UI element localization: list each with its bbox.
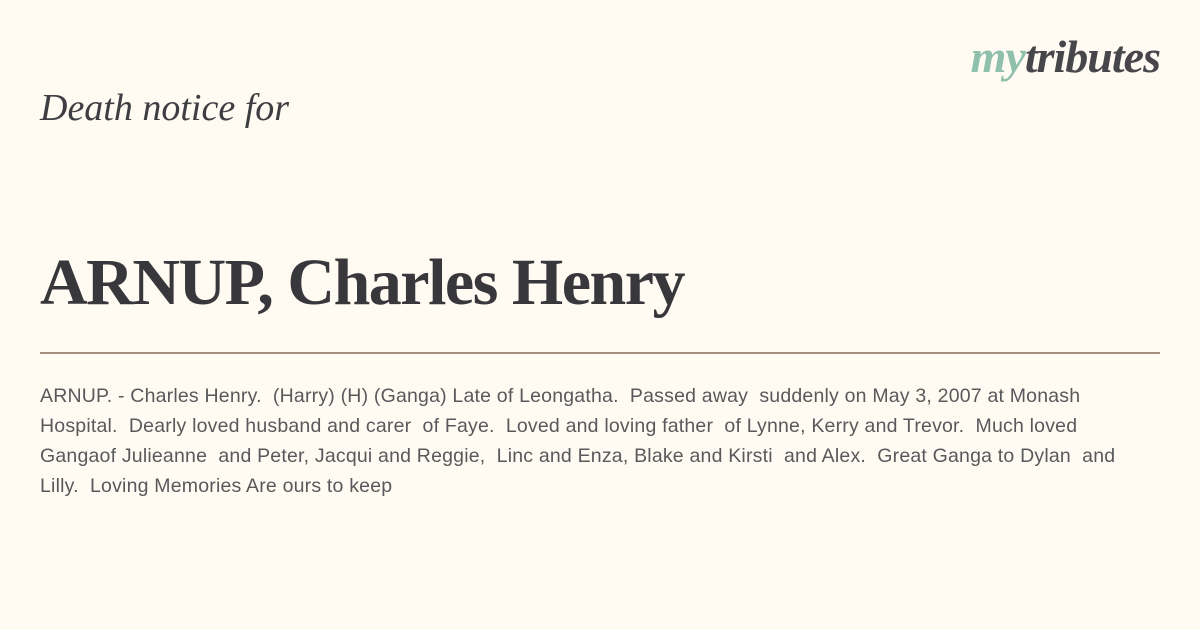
kicker-death-notice-for: Death notice for	[40, 87, 290, 129]
death-notice-text: ARNUP. - Charles Henry. (Harry) (H) (Ganga) Late of Leongatha. Passed away suddenly on May 3, 2007 at Monash Hospital. Dearly loved husband and carer of Faye. Loved and loving father of Lynne, Kerry and Trevor. Much loved Gangaof Julieanne and Peter, Jacqui and Reggie, Linc and Enza, Blake and Kirsti and Alex. Great Ganga to Dylan and Lilly. Loving Memories Are ours to keep	[40, 385, 1121, 497]
logo-prefix: my	[970, 31, 1025, 82]
mytributes-logo	[970, 31, 1160, 82]
deceased-name-heading: ARNUP, Charles Henry	[40, 246, 685, 320]
divider-line	[40, 352, 1160, 354]
logo-suffix: tributes	[1024, 31, 1160, 82]
